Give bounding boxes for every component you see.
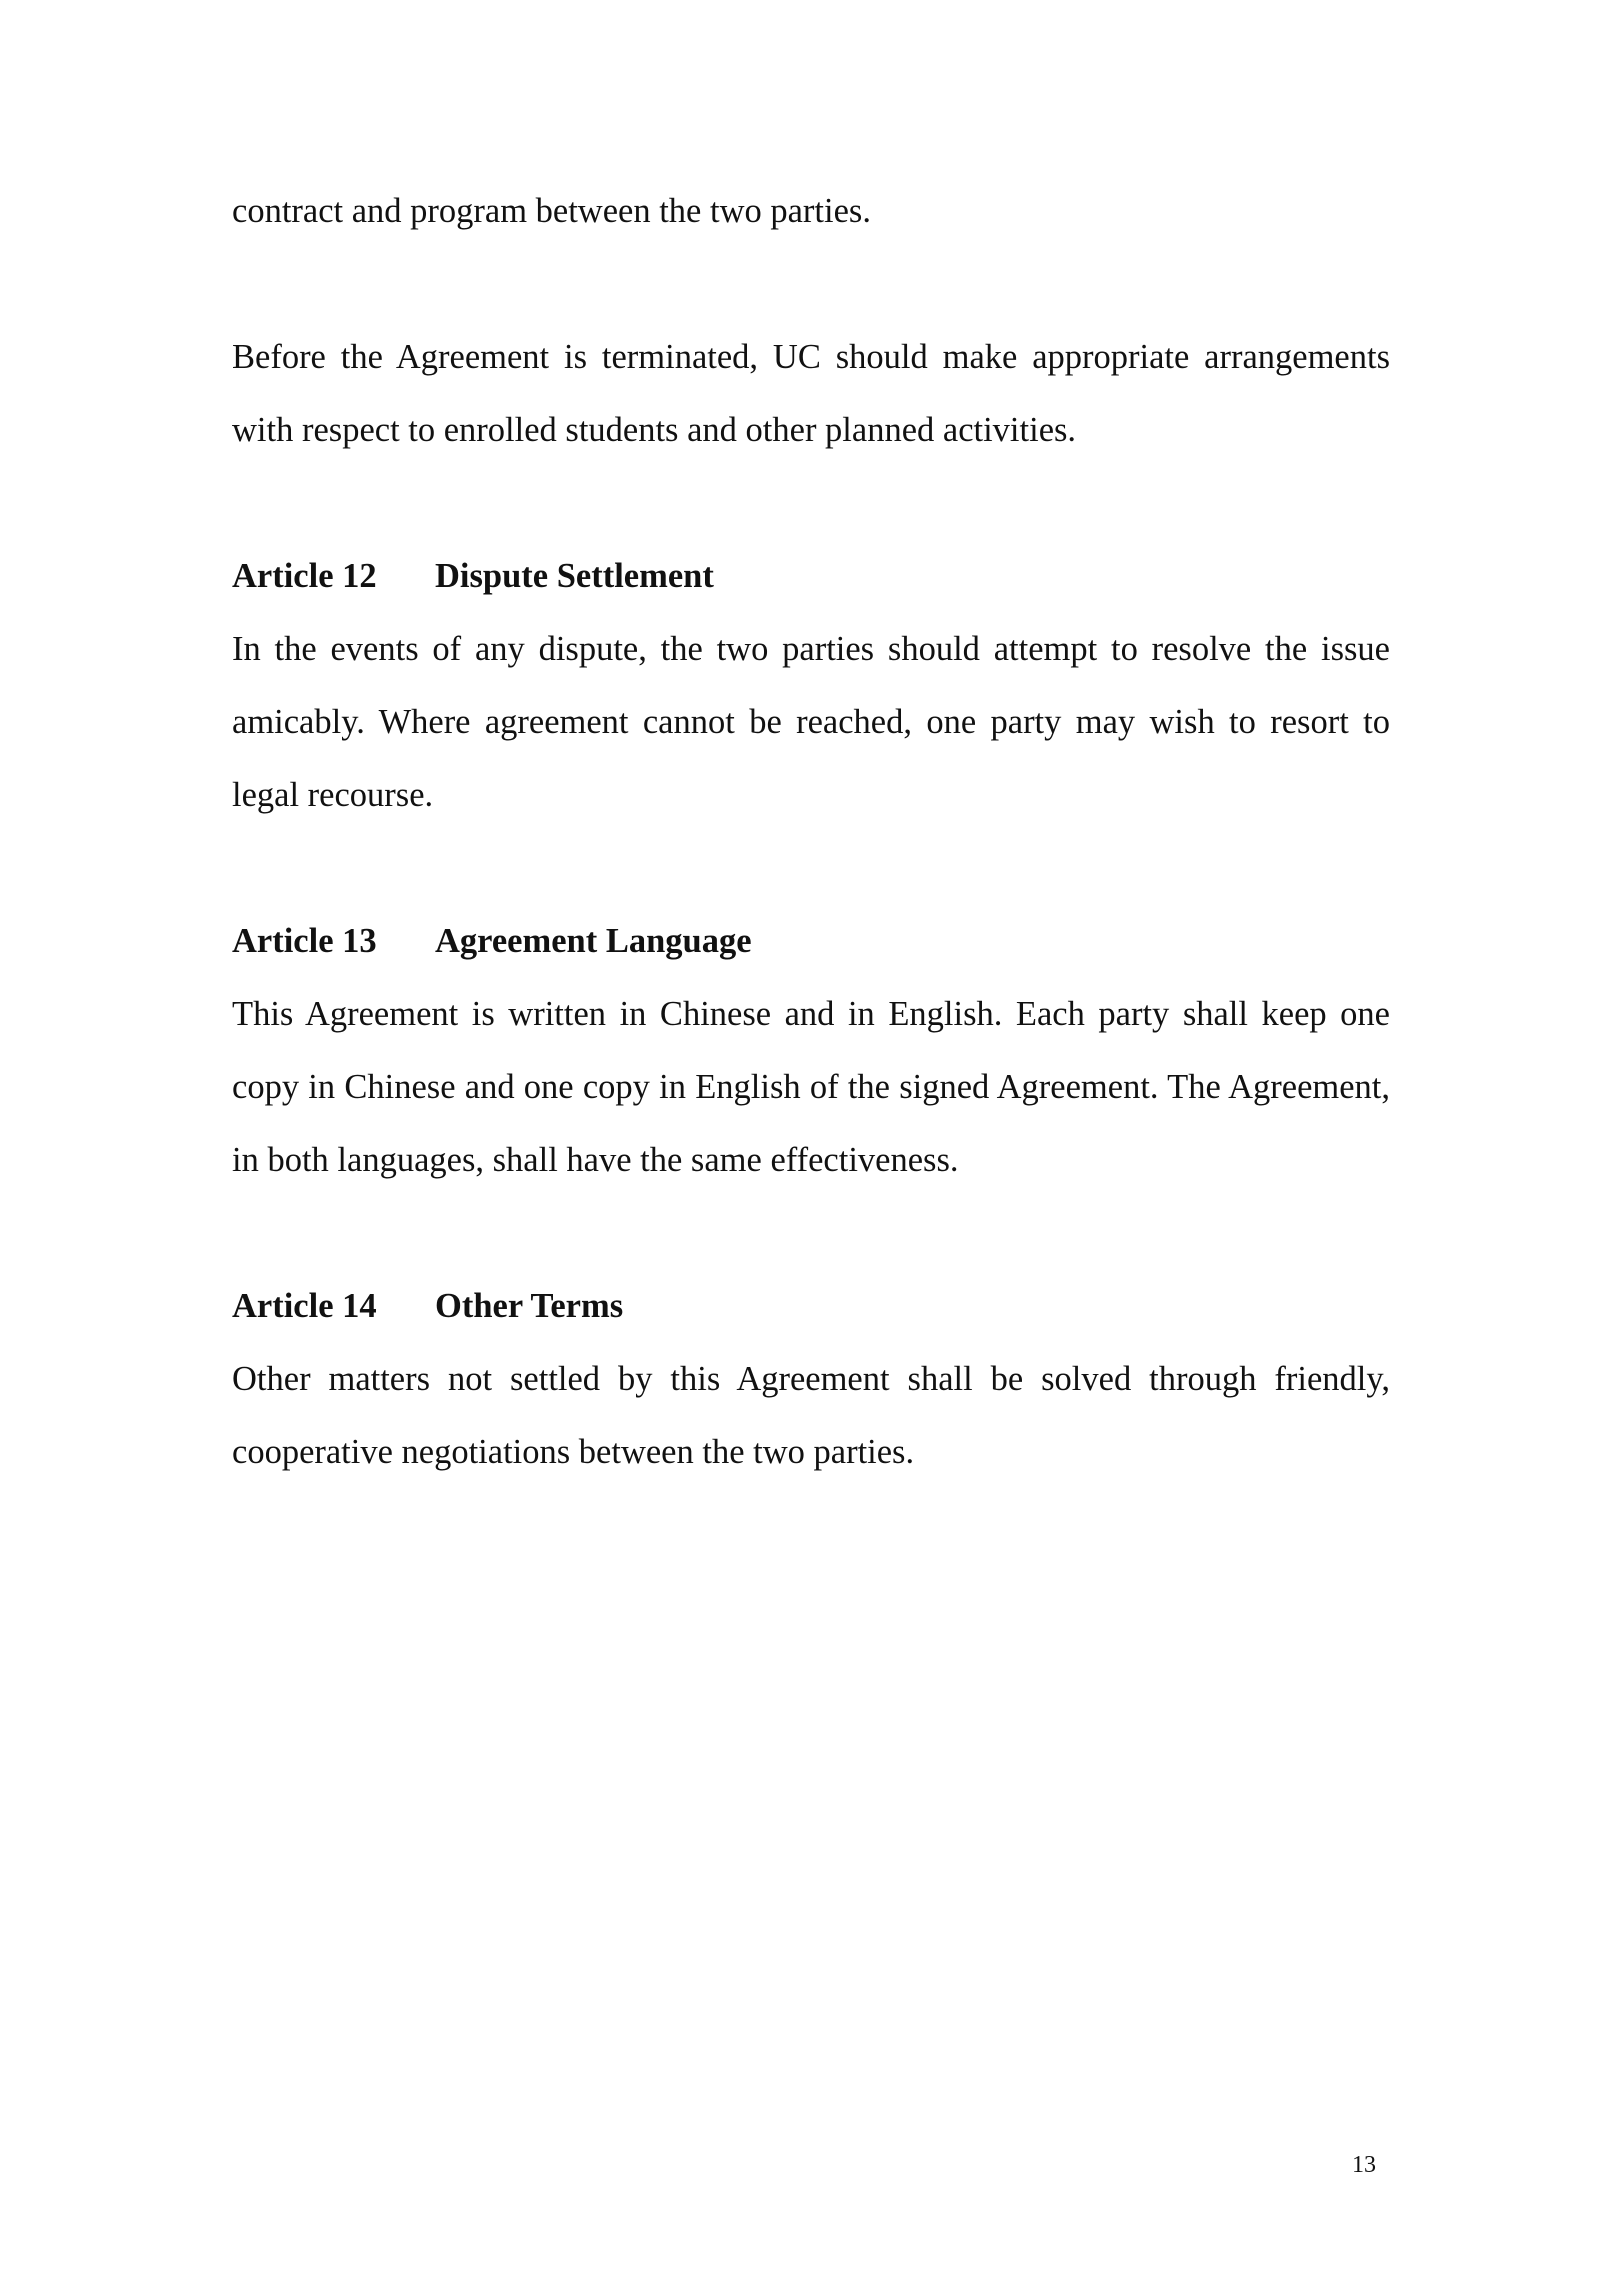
article-12-body: In the events of any dispute, the two parties should attempt to resolve the issue amicably. Where agreement cannot be reached, one party may wish to resort to legal recourse. — [232, 630, 1390, 814]
page-content — [232, 175, 1390, 1489]
paragraph-spacer — [232, 248, 1390, 321]
termination-arrangements-paragraph: Before the Agreement is terminated, UC should make appropriate arrangements with respect to enrolled students and other planned activities. — [232, 338, 1390, 449]
article-12-title: Dispute Settlement — [435, 557, 714, 595]
paragraph-spacer — [232, 1197, 1390, 1270]
article-12-heading — [232, 540, 1390, 613]
continuation-paragraph: contract and program between the two parties. — [232, 192, 871, 230]
article-14-number: Article 14 — [232, 1287, 377, 1325]
article-13-number: Article 13 — [232, 922, 377, 960]
paragraph-spacer — [232, 467, 1390, 540]
article-13-heading — [232, 905, 1390, 978]
article-14-body: Other matters not settled by this Agreement shall be solved through friendly, cooperative negotiations between the two parties. — [232, 1360, 1390, 1471]
paragraph-spacer — [232, 832, 1390, 905]
article-13-body: This Agreement is written in Chinese and in English. Each party shall keep one copy in Chinese and one copy in English of the signed Agreement. The Agreement, in both languages, shall have the same effectiveness. — [232, 995, 1390, 1179]
article-13-title: Agreement Language — [435, 922, 752, 960]
article-14-heading — [232, 1270, 1390, 1343]
article-12-number: Article 12 — [232, 557, 377, 595]
page-number: 13 — [1352, 2152, 1376, 2178]
article-14-title: Other Terms — [435, 1287, 624, 1325]
